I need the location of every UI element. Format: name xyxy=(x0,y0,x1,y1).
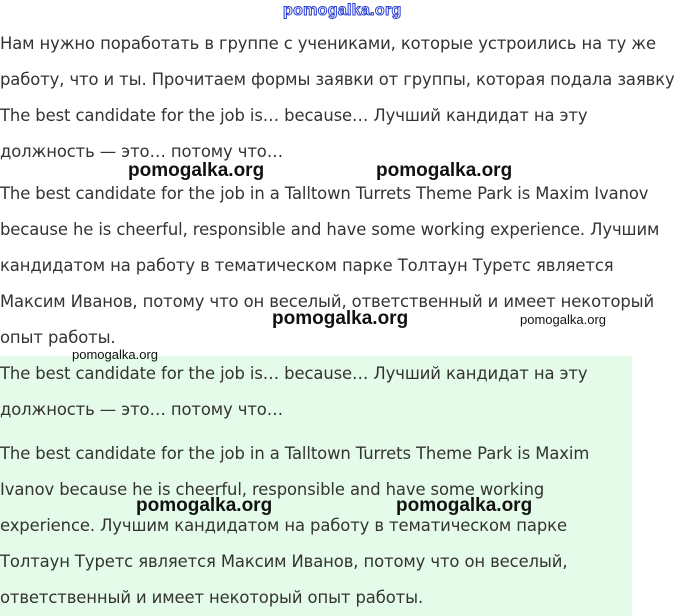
watermark: pomogalka.org xyxy=(272,308,409,329)
watermark-header: pomogalka.org xyxy=(283,2,402,19)
watermark: pomogalka.org xyxy=(136,495,273,516)
answer-prompt-paragraph: The best candidate for the job is… because… Лучший кандидат на эту должность — это… потому что… xyxy=(0,364,593,419)
watermark: pomogalka.org xyxy=(128,160,265,181)
watermark: pomogalka.org xyxy=(72,347,158,362)
intro-paragraph: Нам нужно поработать в группе с учениками, которые устроились на ту же работу, что и ты. Прочитаем формы заявки от группы, которая подала заявку The best candidate for the job is… because… Лучший кандидат на эту должность — это… потому что… xyxy=(0,34,680,161)
watermark: pomogalka.org xyxy=(376,160,513,181)
example-paragraph: The best candidate for the job in a Talltown Turrets Theme Park is Maxim Ivanov because he is cheerful, responsible and have some working experience. Лучшим кандидатом на работу в тематическом парке Толтаун Туретс является Максим Иванов, потому что он веселый, ответственный и имеет некоторый опыт работы. xyxy=(0,184,665,347)
watermark: pomogalka.org xyxy=(396,495,533,516)
watermark: pomogalka.org xyxy=(520,312,606,327)
answer-paragraph: The best candidate for the job in a Talltown Turrets Theme Park is Maxim Ivanov because he is cheerful, responsible and have some working experience. Лучшим кандидатом на работу в тематическом парке Толтаун Туретс является Максим Иванов, потому что он веселый, ответственный и имеет некоторый опыт работы. xyxy=(0,444,595,607)
